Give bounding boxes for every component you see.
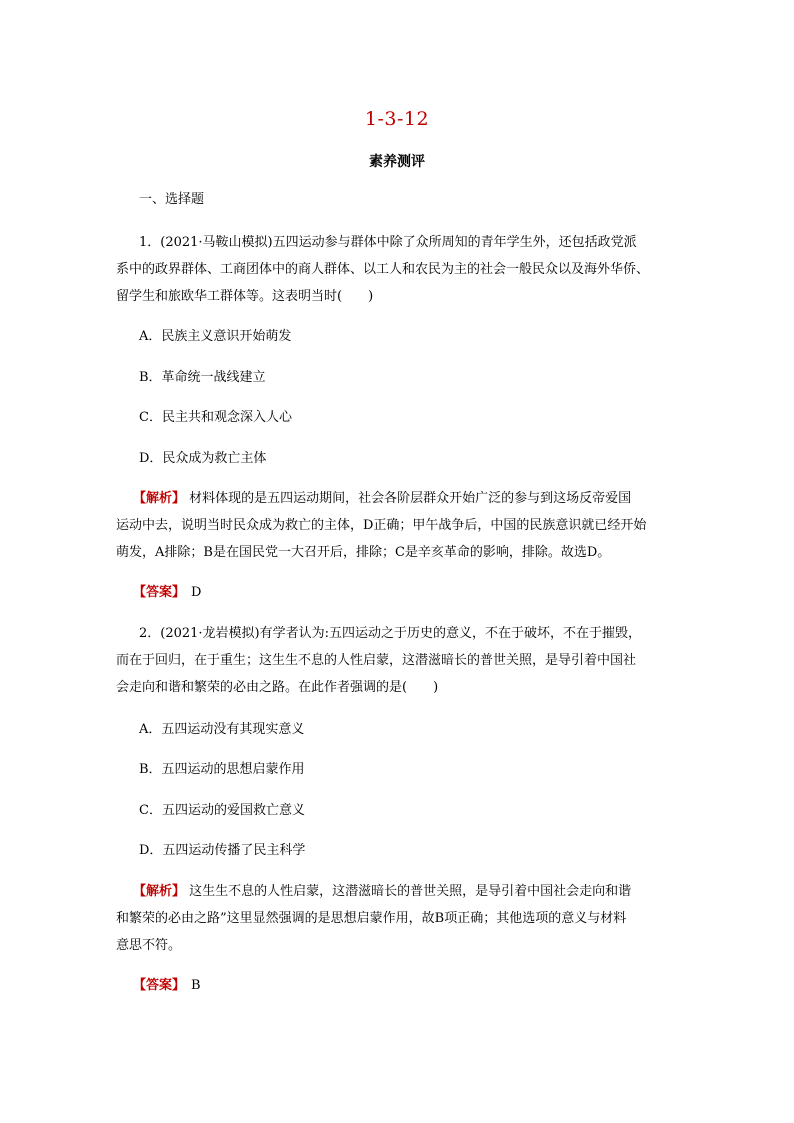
q2-option-b: B．五四运动的思想启蒙作用 <box>139 762 305 777</box>
q1-analysis-line-1 <box>133 485 693 513</box>
q2-analysis-text-1: 这生生不息的人性启蒙，这潜滋暗长的普世关照，是导引着中国社会走向和谐 <box>189 884 632 899</box>
q1-option-a: A．民族主义意识开始萌发 <box>139 329 292 344</box>
q2-analysis-line-1 <box>133 878 693 906</box>
q2-analysis-line-2: 和繁荣的必由之路”这里显然强调的是思想启蒙作用，故B项正确；其他选项的意义与材料 <box>116 911 627 926</box>
q1-stem-line-2: 系中的政界群体、工商团体中的商人群体、以工人和农民为主的社会一般民众以及海外华侨、 <box>116 262 650 277</box>
q2-analysis-tag: 【解析】 <box>133 884 186 899</box>
q1-analysis-line-3: 萌发，A排除；B是在国民党一大召开后，排除；C是辛亥革命的影响，排除。故选D。 <box>116 545 611 560</box>
q1-option-d: D．民众成为救亡主体 <box>139 451 267 466</box>
q2-option-d: D．五四运动传播了民主科学 <box>139 843 306 858</box>
q2-stem-line-2: 而在于回归，在于重生；这生生不息的人性启蒙，这潜滋暗长的普世关照，是导引着中国社 <box>116 653 637 668</box>
document-subtitle: 素养测评 <box>369 154 425 170</box>
q2-answer <box>133 972 693 1000</box>
q2-answer-value: B <box>191 978 201 993</box>
q1-answer-tag: 【答案】 <box>133 585 186 600</box>
q1-option-b: B．革命统一战线建立 <box>139 370 266 385</box>
q1-analysis-tag: 【解析】 <box>133 491 186 506</box>
q2-answer-tag: 【答案】 <box>133 978 186 993</box>
q1-stem-line-1: 1．(2021·马鞍山模拟)五四运动参与群体中除了众所周知的青年学生外，还包括政党派 <box>139 235 637 250</box>
q2-stem-line-1: 2．(2021·龙岩模拟)有学者认为:五四运动之于历史的意义，不在于破坏，不在于摧毁， <box>139 626 642 641</box>
q1-answer <box>133 579 693 607</box>
q2-analysis-line-3: 意思不符。 <box>116 938 182 953</box>
q1-stem-line-3: 留学生和旅欧华工群体等。这表明当时( ) <box>116 289 374 304</box>
q2-option-c: C．五四运动的爱国救亡意义 <box>139 803 305 818</box>
q1-analysis-line-2: 运动中去，说明当时民众成为救亡的主体，D正确；甲午战争后，中国的民族意识就已经开始 <box>116 518 647 533</box>
q1-analysis-text-1: 材料体现的是五四运动期间，社会各阶层群众开始广泛的参与到这场反帝爱国 <box>189 491 632 506</box>
q1-option-c: C．民主共和观念深入人心 <box>139 410 292 425</box>
section-heading: 一、选择题 <box>139 192 205 207</box>
document-code: 1-3-12 <box>364 108 430 130</box>
q2-option-a: A．五四运动没有其现实意义 <box>139 722 305 737</box>
q1-answer-value: D <box>191 585 202 600</box>
q2-stem-line-3: 会走向和谐和繁荣的必由之路。在此作者强调的是( ) <box>116 680 439 695</box>
